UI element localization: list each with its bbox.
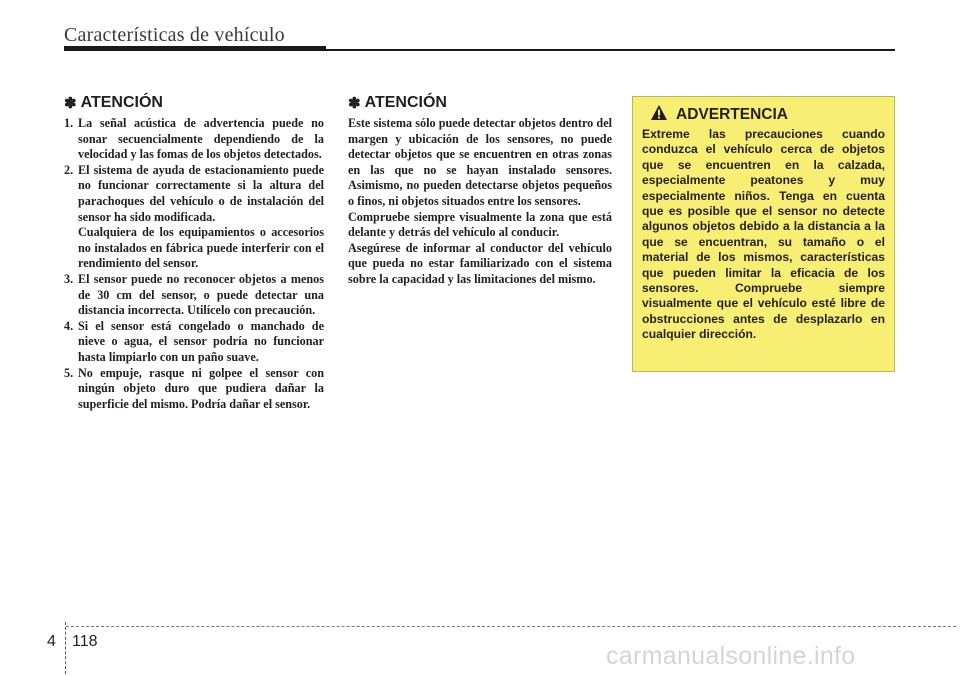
section-number: 4 xyxy=(47,633,56,650)
page-header-title: Características de vehículo xyxy=(64,24,285,46)
header-rule-thick xyxy=(64,46,326,51)
header-rule-thin xyxy=(326,49,895,51)
list-item xyxy=(64,272,324,319)
footer-divider-horizontal xyxy=(66,626,956,627)
paragraph: Compruebe siempre visualmente la zona que está delante y detrás del vehículo al conducir. xyxy=(348,209,612,240)
item-number: 2. xyxy=(64,162,74,177)
list-item xyxy=(64,366,324,413)
left-caution-heading-text: ATENCIÓN xyxy=(80,94,163,111)
warning-header xyxy=(650,105,885,125)
item-text: El sensor puede no reconocer objetos a menos de 30 cm del sensor, o puede detectar una distancia incorrecta. Utilícelo con precaución. xyxy=(78,271,324,318)
paragraph: Asegúrese de informar al conductor del vehículo que pueda no estar familiarizado con el sistema sobre la capacidad y las limitaciones del mismo. xyxy=(348,240,612,286)
star-icon: ✽ xyxy=(64,95,77,112)
item-text: El sistema de ayuda de estacionamiento puede no funcionar correctamente si la altura del parachoques del vehículo o de instalación del sensor ha sido modificada. xyxy=(78,162,324,224)
item-continuation: Cualquiera de los equipamientos o accesorios no instalados en fábrica puede interferir con el rendimiento del sensor. xyxy=(78,225,324,271)
footer-divider-vertical xyxy=(65,622,66,674)
list-item xyxy=(64,116,324,163)
paragraph: Este sistema sólo puede detectar objetos dentro del margen y ubicación de los sensores, no puede detectar objetos que se encuentren en otras zonas en las que no se hayan instalado sensores. Asimismo, no pueden detectarse objetos pequeños o finos, ni objetos situados entre los sensores. xyxy=(348,116,612,208)
item-text: Si el sensor está congelado o manchado de nieve o agua, el sensor podría no funcionar hasta limpiarlo con un paño suave. xyxy=(78,318,324,364)
mid-caution-heading-text: ATENCIÓN xyxy=(364,94,447,111)
mid-caution-heading xyxy=(348,94,612,112)
page-number: 118 xyxy=(72,633,98,650)
star-icon: ✽ xyxy=(348,95,361,112)
item-text: La señal acústica de advertencia puede no sonar secuencialmente dependiendo de la velocidad y las fomas de los objetos detectados. xyxy=(78,116,324,162)
item-text: No empuje, rasque ni golpee el sensor con ningún objeto duro que pudiera dañar la superficie del mismo. Podría dañar el sensor. xyxy=(78,365,324,411)
warning-box xyxy=(632,96,895,372)
list-item xyxy=(64,163,324,272)
item-number: 5. xyxy=(64,365,74,380)
warning-triangle-icon xyxy=(650,104,668,126)
warning-title: ADVERTENCIA xyxy=(676,106,788,123)
left-caution-heading xyxy=(64,94,324,112)
caution-list xyxy=(64,116,324,412)
left-caution-section xyxy=(64,94,324,412)
mid-caution-body xyxy=(348,116,612,288)
item-number: 3. xyxy=(64,271,74,286)
item-number: 1. xyxy=(64,116,74,130)
warning-body: Extreme las precauciones cuando conduzca el vehículo cerca de objetos que se encuentren en la calzada, especialmente peatones y muy especialmente niños. Tenga en cuenta que es posible que el sensor no detecte algunos objetos debido a la distancia a la que se encuentran, su tamaño o el material de los mismos, características que pueden limitar la eficacia de los sensores. Compruebe siempre visualmente que el vehículo esté libre de obstrucciones antes de desplazarlo en cualquier dirección. xyxy=(642,127,885,342)
mid-caution-section xyxy=(348,94,612,288)
item-number: 4. xyxy=(64,318,74,333)
list-item xyxy=(64,319,324,366)
watermark: carmanualsonline.info xyxy=(606,642,856,670)
